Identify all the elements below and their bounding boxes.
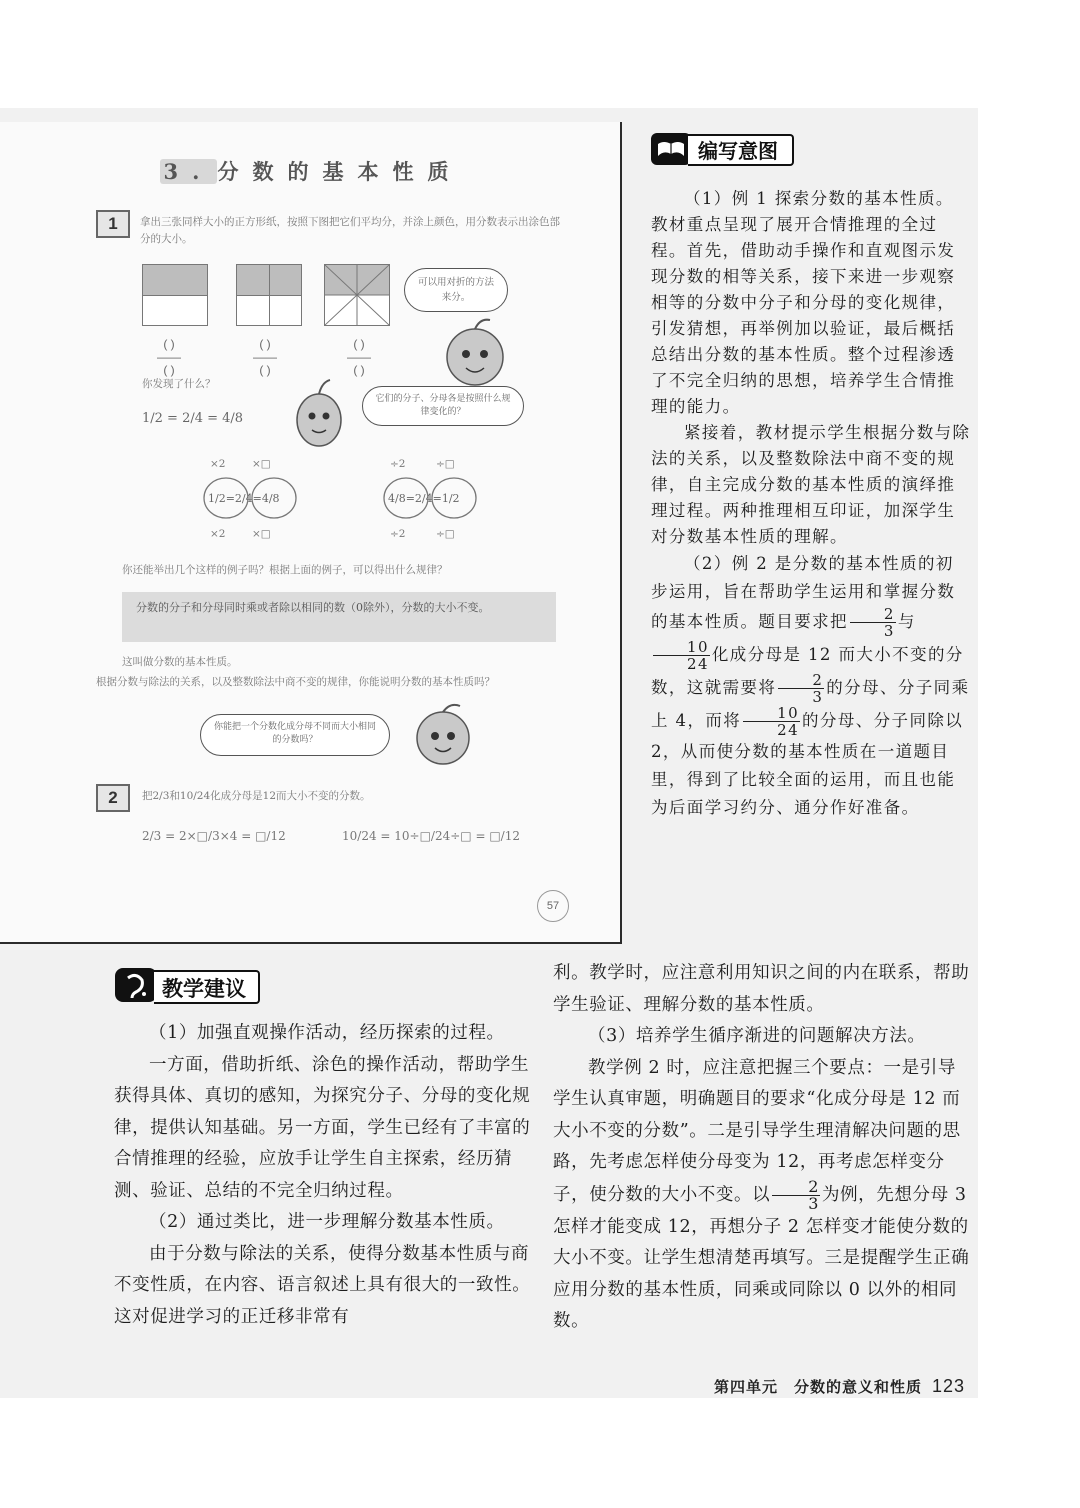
example-1-instructions: 拿出三张同样大小的正方形纸，按照下图把它们平均分，并涂上颜色，用分数表示出涂色部分的大小。 <box>140 216 560 245</box>
question-explain: 根据分数与除法的关系，以及整数除法中商不变的规律，你能说明分数的基本性质吗？ <box>96 676 495 688</box>
para-3-part-a: （2）例 2 是分数的基本性质的初步运用，旨在帮助学生运用和掌握分数的基本性质。题目要求把 <box>651 554 956 631</box>
page-footer <box>714 1376 965 1397</box>
called-property: 这叫做分数的基本性质。 <box>122 656 238 668</box>
cartoon-pear-character-icon <box>288 372 350 452</box>
speech-bubble-convert: 你能把一个分数化成分母不同而大小相同的分数吗？ <box>200 714 390 756</box>
fraction-2-3-b: $\frac{2}{3}$ <box>778 672 824 705</box>
cartoon-apple-character-2-icon <box>408 700 478 770</box>
open-book-icon <box>650 132 692 166</box>
speech-ear-icon <box>114 966 158 1004</box>
speech-bubble-fold: 可以用对折的方法来分。 <box>404 268 508 312</box>
divide-diagram <box>376 474 486 522</box>
textbook-title <box>0 156 622 186</box>
rule-text: 分数的分子和分母同时乘或者除以相同的数（0除外），分数的大小不变。 <box>136 601 490 614</box>
cartoon-apple-character-icon <box>440 312 510 392</box>
times-box-bottom-left: ×□ <box>252 528 271 540</box>
para-3-part-e: 的分母、分子同除以 2，从而使分数的基本性质在一道题目里，得到了比较全面的运用，而且也能为后面学习约分、通分作好准备。 <box>651 711 964 817</box>
title-text: 分数的基本性质 <box>217 159 463 184</box>
square-eighths <box>324 264 390 326</box>
times-box-top-left: ×□ <box>252 458 271 470</box>
blank-fraction-3: ( ) —— ( ) <box>347 337 371 377</box>
square-quarters <box>236 264 302 326</box>
svg-text:4/8=2/4=1/2: 4/8=2/4=1/2 <box>388 492 460 505</box>
teaching-s3-body <box>553 1053 973 1338</box>
design-intent-body <box>651 186 971 822</box>
fraction-2-3-a: $\frac{2}{3}$ <box>850 606 896 639</box>
teaching-heading: 教学建议 <box>162 977 246 1001</box>
teaching-s3-title: （3）培养学生循序渐进的问题解决方法。 <box>588 1026 926 1046</box>
teaching-s2-title: （2）通过类比，进一步理解分数基本性质。 <box>149 1212 505 1232</box>
square-halves <box>142 264 208 326</box>
title-number: 3. <box>160 159 218 184</box>
example-1-badge: 1 <box>96 210 130 238</box>
design-intent-para-2: 紧接着，教材提示学生根据分数与除法的关系，以及整数除法中商不变的规律，自主完成分数的基本性质的演绎推理过程。两种推理相互印证，加深学生对分数基本性质的理解。 <box>651 423 971 546</box>
fraction-10-24-a: $\frac{10}{24}$ <box>653 639 710 672</box>
div-2-top-right: ÷2 <box>390 458 406 470</box>
div-box-top-right: ÷□ <box>436 458 455 470</box>
design-intent-para-3 <box>651 550 971 822</box>
footer-page-number: 123 <box>931 1376 965 1396</box>
blank-fraction-1: ( ) —— ( ) <box>157 337 181 377</box>
question-more-examples: 你还能举出几个这样的例子吗？根据上面的例子，可以得出什么规律？ <box>122 564 448 576</box>
fraction-2-3-c: $\frac{2}{3}$ <box>772 1179 820 1212</box>
example-2-badge: 2 <box>96 784 130 812</box>
teaching-s1-body: 一方面，借助折纸、涂色的操作活动，帮助学生获得具体、真切的感知，为探究分子、分母的变化规律，提供认知基础。另一方面，学生已经有了丰富的合情推理的经验，应放手让学生自主探索，经历猜测、验证、总结的不完全归纳过程。 <box>114 1054 531 1201</box>
svg-text:1/2=2/4=4/8: 1/2=2/4=4/8 <box>208 492 280 505</box>
para-3-part-d: 的分母、分子同乘上 4，而将 <box>651 678 970 730</box>
question-found: 你发现了什么？ <box>142 378 216 390</box>
rule-box <box>122 592 556 642</box>
div-2-bottom-right: ÷2 <box>390 528 406 540</box>
speech-bubble-pattern: 它们的分子、分母各是按照什么规律变化的？ <box>362 386 524 426</box>
textbook-page-number: 57 <box>537 890 569 922</box>
multiply-diagram <box>196 474 306 522</box>
teaching-s2-continued: 利。教学时，应注意利用知识之间的内在联系，帮助学生验证、理解分数的基本性质。 <box>553 963 970 1015</box>
div-box-bottom-right: ÷□ <box>436 528 455 540</box>
para-3-part-b: 与 <box>897 612 916 631</box>
blank-fraction-2: ( ) —— ( ) <box>253 337 277 377</box>
textbook-page <box>0 122 622 944</box>
fraction-10-24-b: $\frac{10}{24}$ <box>743 705 800 738</box>
footer-unit: 第四单元 分数的意义和性质 <box>713 1378 922 1396</box>
s3-body-part-a: 教学例 2 时，应注意把握三个要点：一是引导学生认真审题，明确题目的要求“化成分母是 12 而大小不变的分数”。二是引导学生理清解决问题的思路，先考虑怎样使分母变为 12，再考虑怎样变分子，使分数的大小不变。以 <box>553 1057 961 1205</box>
equation-equal-fractions: 1/2 = 2/4 = 4/8 <box>142 411 244 426</box>
teaching-left-column <box>114 1018 534 1333</box>
teaching-s1-title: （1）加强直观操作活动，经历探索的过程。 <box>149 1023 505 1043</box>
times-2-bottom-left: ×2 <box>210 528 226 540</box>
example-2-equation-2: 10/24 = 10÷□/24÷□ = □/12 <box>342 829 520 843</box>
para-3-part-c: 化成分母是 12 而大小不变的分数，这就需要将 <box>651 645 964 697</box>
design-intent-heading: 编写意图 <box>698 139 778 163</box>
teaching-s2-body: 由于分数与除法的关系，使得分数基本性质与商不变性质，在内容、语言叙述上具有很大的一致性。这对促进学习的正迁移非常有 <box>114 1243 531 1327</box>
times-2-top-left: ×2 <box>210 458 226 470</box>
s3-body-part-b: 为例，先想分母 3 怎样才能变成 12，再想分子 2 怎样变才能使分数的大小不变。让学生想清楚再填写。三是提醒学生正确应用分数的基本性质，同乘或同除以 0 以外的相同数。 <box>553 1184 970 1331</box>
design-intent-para-1: （1）例 1 探索分数的基本性质。教材重点呈现了展开合情推理的全过程。首先，借助动手操作和直观图示发现分数的相等关系，接下来进一步观察相等的分数中分子和分母的变化规律，引发猜想，再举例加以验证，最后概括总结出分数的基本性质。整个过程渗透了不完全归纳的思想，培养学生合情推理的能力。 <box>651 189 956 416</box>
example-2-instructions: 把2/3和10/24化成分母是12而大小不变的分数。 <box>142 790 371 802</box>
teaching-right-column <box>553 958 973 1338</box>
example-2-equation-1: 2/3 = 2×□/3×4 = □/12 <box>142 829 286 843</box>
